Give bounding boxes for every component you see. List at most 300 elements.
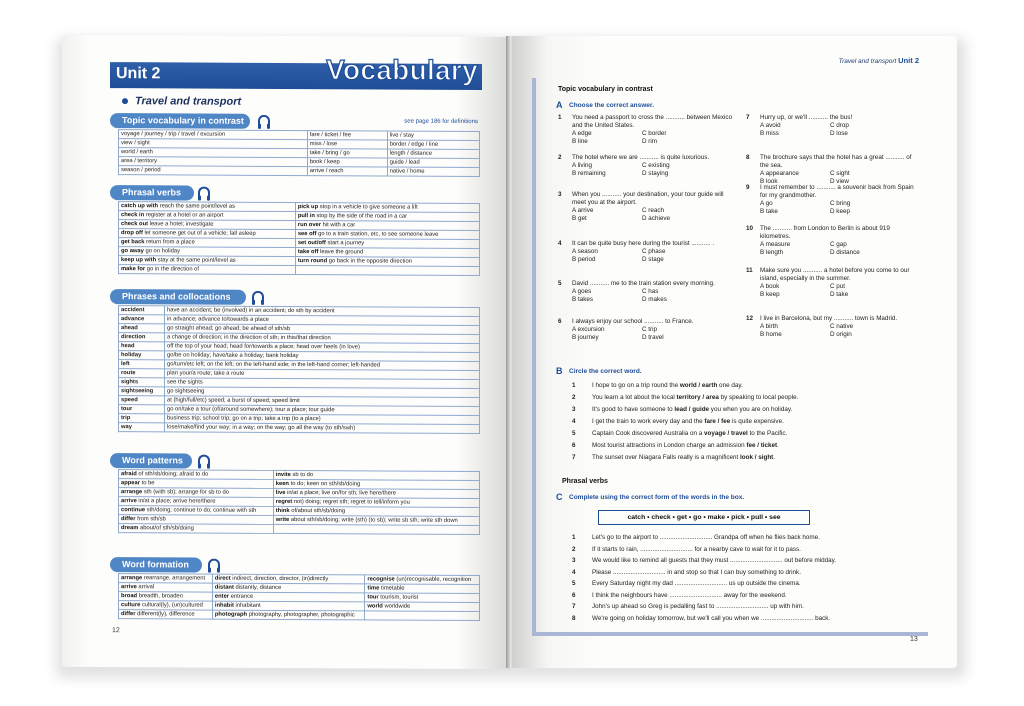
question-number: 9 [746, 184, 750, 191]
keyword: live [275, 489, 286, 496]
answer-option[interactable]: B get [572, 215, 587, 222]
table-cell: culture cultural(ly), (un)cultured [119, 601, 213, 610]
answer-option[interactable]: D keep [830, 208, 850, 215]
question-item [746, 154, 922, 186]
answer-option[interactable]: A goes [572, 288, 592, 295]
question-item [558, 240, 734, 264]
table-cell: distant distantly, distance [212, 583, 365, 593]
answer-options [572, 162, 734, 178]
question-text: The ........... from London to Berlin is about 919 kilometres. [760, 225, 890, 240]
sentence-item: 5 Captain Cook discovered Australia on a voyage / travel to the Pacific. [572, 430, 788, 437]
table-cell: take / bring / go [307, 149, 387, 158]
answer-option[interactable]: B look [760, 178, 778, 185]
keyword: write [275, 516, 290, 524]
keyword: arrive [121, 584, 137, 591]
table-cell: world worldwide [365, 602, 480, 612]
sentence-item: 7 The sunset over Niagara Falls really is a magnificent look / sight. [572, 454, 776, 461]
definition-cell: go sightseeing [165, 387, 480, 398]
answer-option[interactable]: A excursion [572, 326, 605, 333]
definition-cell: go straight ahead; go ahead; be ahead of sth/sb [165, 324, 480, 335]
sentence-item: 2 You learn a lot about the local territory / area by speaking to local people. [572, 394, 799, 401]
table-cell: go away go on holiday [119, 247, 296, 257]
table-cell: regret not) doing; regret sth; regret to tell/inform you [273, 497, 479, 507]
question-number: 7 [746, 114, 750, 121]
table-cell: view / sight [119, 139, 308, 149]
answer-option[interactable]: A arrive [572, 207, 594, 214]
definition-cell: off the top of your head; head for/towards a place; head over heels (in love) [165, 342, 480, 353]
word-choice[interactable]: lead / guide [674, 406, 710, 413]
answer-options [572, 326, 734, 342]
word-choice[interactable]: fee / ticket [746, 442, 778, 449]
sentence-item: 4 I get the train to work every day and the fare / fee is quite expensive. [572, 418, 784, 425]
question-item [746, 114, 922, 138]
keyword: culture [121, 602, 141, 609]
table-cell [273, 524, 479, 534]
keyword: time [367, 585, 380, 592]
table-cell: arrange sth (with sb); arrange for sb to do [119, 488, 274, 498]
table-cell: live in/at a place; live on/for sth; live here/there [273, 488, 479, 498]
question-text: The hotel where we are ........... is quite luxurious. [572, 154, 710, 161]
keyword: enter [214, 593, 230, 600]
table-cell: inhabit inhabitant [212, 601, 365, 611]
table-cell: differ from sth/sb [119, 515, 274, 525]
exercise-a-letter: A [556, 100, 563, 110]
word-choice[interactable]: fare / fee [704, 418, 731, 425]
question-text: When you ........... your destination, your tour guide will meet you at the airport. [572, 191, 724, 206]
answer-options [572, 130, 734, 146]
table-cell: appear to be [119, 479, 274, 489]
page-number-right: 13 [910, 636, 918, 643]
question-text: The brochure says that the hotel has a great ........... of the sea. [760, 154, 912, 169]
topic-vocab-table [118, 129, 480, 177]
keyword: continue [121, 507, 146, 514]
table-cell: guide / lead [387, 158, 479, 167]
keyword-cell: sightseeing [119, 387, 165, 396]
item-number: 6 [572, 591, 576, 599]
item-number: 1 [572, 382, 576, 389]
item-number: 7 [572, 603, 576, 610]
item-number: 3 [572, 557, 576, 564]
item-number: 8 [572, 614, 576, 622]
answer-option[interactable]: A edge [572, 130, 592, 137]
table-cell: see off go to a train station, etc, to see someone leave [295, 230, 479, 240]
item-number: 2 [572, 545, 576, 553]
table-cell: drop off let someone get out of a vehicle; fall asleep [119, 229, 296, 239]
definition-cell: plan your/a route; take a route [165, 369, 480, 380]
answer-option[interactable]: B remaining [572, 170, 606, 177]
keyword: pull in [297, 213, 315, 220]
table-cell: dream about/of sth/sb/doing [119, 524, 274, 534]
phrasal-verbs-title: Phrasal verbs [562, 478, 608, 485]
headphones-icon[interactable] [208, 559, 220, 569]
exercise-b-instruction: Circle the correct word. [569, 368, 642, 375]
answer-option[interactable]: C sight [830, 170, 850, 177]
phrasal-verbs-heading: Phrasal verbs [110, 185, 194, 200]
answer-option[interactable]: C native [830, 323, 854, 330]
keyword-cell: advance [119, 315, 165, 324]
word-choice[interactable]: territory / area [676, 394, 719, 401]
keyword: run over [297, 222, 322, 229]
answer-option[interactable]: A book [760, 283, 780, 290]
bullet-icon [122, 98, 128, 104]
word-choice[interactable]: voyage / travel [704, 430, 748, 437]
table-cell: arrange rearrange, arrangement [119, 574, 213, 583]
table-cell: check in register at a hotel or an airport [119, 211, 296, 221]
answer-options [760, 122, 922, 138]
unit-banner [110, 54, 482, 90]
answer-option[interactable]: C gap [830, 241, 847, 248]
table-cell: arrive / reach [307, 167, 387, 176]
keyword: arrange [121, 489, 143, 496]
item-number: 6 [572, 442, 576, 449]
see-page-note: see page 186 for definitions [404, 118, 478, 126]
topic-heading: Travel and transport [122, 95, 241, 108]
definition-cell: have an accident; be (involved) in an accident; do sth by accident [165, 306, 480, 317]
keyword: go away [121, 248, 144, 255]
answer-option[interactable]: D travel [642, 334, 664, 341]
table-cell: length / distance [387, 149, 479, 158]
table-cell: miss / lose [307, 140, 387, 149]
answer-option[interactable]: C border [642, 130, 667, 137]
answer-options [760, 200, 922, 216]
table-cell: enter entrance [212, 592, 365, 602]
table-cell: pick up stop in a vehicle to give someone a lift [295, 203, 479, 213]
answer-option[interactable]: D lose [830, 130, 848, 137]
keyword: keep up with [121, 257, 157, 264]
page-number-left: 12 [112, 627, 120, 635]
answer-options [760, 283, 922, 299]
answer-option[interactable]: C trip [642, 326, 658, 333]
answer-options [760, 241, 922, 257]
headphones-icon[interactable] [198, 187, 210, 197]
keyword: arrive [121, 498, 137, 505]
word-formation-table [118, 573, 480, 621]
question-item [746, 267, 922, 299]
question-number: 8 [746, 154, 750, 161]
table-cell: season / period [119, 166, 308, 176]
question-text: Make sure you ........... a hotel before you come to our island, especially in the summer. [760, 267, 910, 282]
keyword: arrange [121, 575, 143, 582]
exercise-c-letter: C [556, 492, 563, 502]
keyword: photograph [214, 611, 248, 618]
answer-option[interactable]: D view [830, 178, 849, 185]
table-cell: recognise (un)recognisable, recognition [365, 575, 480, 585]
answer-option[interactable]: D distance [830, 249, 860, 256]
table-cell: native / home [387, 167, 479, 176]
item-number: 5 [572, 580, 576, 587]
question-item [746, 315, 922, 339]
headphones-icon[interactable] [252, 291, 264, 301]
table-cell: fare / ticket / fee [307, 131, 387, 140]
definition-cell: see the sights [165, 378, 480, 389]
keyword: regret [275, 498, 293, 506]
table-cell: turn round go back in the opposite direction [295, 257, 479, 267]
vocabulary-title: Vocabulary [326, 54, 478, 87]
answer-option[interactable]: D rim [642, 138, 658, 145]
answer-option[interactable]: C bring [830, 200, 851, 207]
gap-fill-item[interactable]: 4 Please .............................. in and stop so that I can buy something to drink. [572, 568, 801, 576]
table-cell: run over hit with a car [295, 221, 479, 231]
answer-option[interactable]: C reach [642, 207, 665, 214]
word-patterns-heading: Word patterns [110, 453, 192, 468]
unit-label: Unit 2 [116, 65, 161, 83]
answer-options [572, 288, 734, 304]
section-title: Topic vocabulary in contrast [558, 86, 653, 93]
keyword: make for [121, 266, 146, 273]
answer-option[interactable]: B line [572, 138, 588, 145]
answer-options [572, 248, 734, 264]
definition-cell: go on/take a tour (of/around somewhere); tour a place; tour guide [165, 405, 480, 416]
question-number: 5 [558, 280, 562, 287]
keyword: world [367, 603, 383, 610]
answer-option[interactable]: D stage [642, 256, 664, 263]
keyword: appear [121, 480, 141, 487]
table-cell: border / edge / line [387, 140, 479, 149]
answer-option[interactable]: B takes [572, 296, 593, 303]
headphones-icon[interactable] [258, 115, 270, 125]
table-row [119, 423, 480, 434]
table-cell: set out/off start a journey [295, 239, 479, 249]
table-cell: invite sb to do [273, 470, 479, 480]
question-text: I live in Barcelona, but my ........... town is Madrid. [760, 315, 898, 322]
keyword-cell: accident [119, 306, 165, 315]
table-cell: make for go in the direction of [119, 265, 296, 275]
keyword: tour [367, 594, 379, 601]
table-cell: direct indirect, direction, director, (in)directly [212, 574, 365, 584]
table-cell: broad breadth, broaden [119, 592, 213, 601]
question-number: 11 [746, 267, 753, 274]
table-cell: tour tourism, tourist [365, 593, 480, 603]
keyword: check in [121, 212, 145, 219]
definition-cell: in advance; advance to/towards a place [165, 315, 480, 326]
question-item [558, 114, 734, 146]
answer-option[interactable]: B period [572, 256, 596, 263]
keyword: check out [121, 221, 149, 228]
table-cell: photograph photography, photographer, photographic [212, 610, 365, 620]
table-cell: write about sth/sb/doing; write (sth) (to sb); write sb sth; write sth down [273, 515, 479, 525]
keyword: take off [297, 249, 319, 256]
keyword: distant [214, 584, 234, 591]
gap-fill-item[interactable]: 6 I think the neighbours have .............................. away for the weekend. [572, 591, 787, 599]
table-cell: live / stay [387, 131, 479, 140]
answer-option[interactable]: B journey [572, 334, 599, 341]
table-cell: take off leave the ground [295, 248, 479, 258]
question-item [558, 191, 734, 223]
keyword: drop off [121, 230, 143, 237]
answer-option[interactable]: C drop [830, 122, 849, 129]
keyword: invite [275, 471, 291, 479]
answer-option[interactable]: C has [642, 288, 659, 295]
keyword-cell: holiday [119, 351, 165, 360]
keyword-cell: trip [119, 414, 165, 423]
answer-option[interactable]: A birth [760, 323, 778, 330]
definition-cell: a change of direction; in the direction of sth; in this/that direction [165, 333, 480, 344]
sentence-item: 6 Most tourist attractions in London charge an admission fee / ticket. [572, 442, 779, 449]
gap-fill-item[interactable]: 2 If it starts to rain, .............................. for a nearby cave to wait for it to pass. [572, 545, 801, 553]
gap-fill-item[interactable]: 3 We would like to remind all guests that they must .............................. out before midday. [572, 557, 837, 564]
question-text: David ........... me to the train station every morning. [572, 280, 715, 287]
keyword-cell: way [119, 423, 165, 432]
answer-option[interactable]: B keep [760, 291, 780, 298]
table-cell: afraid of sth/sb/doing; afraid to do [119, 470, 274, 480]
gap-fill-item[interactable]: 8 We're going on holiday tomorrow, but we'll call you when we .............................. back. [572, 614, 831, 622]
keyword: keen [275, 480, 289, 488]
answer-option[interactable]: A avoid [760, 122, 781, 129]
answer-option[interactable]: D staying [642, 170, 669, 177]
word-choice[interactable]: look / sight [740, 454, 774, 461]
answer-option[interactable]: B take [760, 208, 778, 215]
table-cell: world / earth [119, 148, 308, 158]
table-cell: time timetable [365, 584, 480, 594]
table-cell [295, 266, 479, 276]
answer-options [760, 323, 922, 339]
answer-option[interactable]: C put [830, 283, 846, 290]
keyword: get back [121, 239, 145, 246]
exercise-c-instruction: Complete using the correct form of the words in the box. [569, 494, 745, 501]
answer-option[interactable]: A go [760, 200, 773, 207]
keyword-cell: route [119, 369, 165, 378]
phrasal-verbs-table [118, 201, 480, 276]
answer-option[interactable]: D achieve [642, 215, 671, 222]
answer-option[interactable]: B length [760, 249, 784, 256]
keyword-cell: tour [119, 405, 165, 414]
keyword: differ [121, 611, 136, 618]
word-patterns-table [118, 469, 480, 535]
question-text: It can be quite busy here during the tourist ........... . [572, 240, 715, 247]
question-number: 6 [558, 318, 562, 325]
table-cell: arrive in/at a place; arrive here/there [119, 497, 274, 507]
keyword-cell: direction [119, 333, 165, 342]
answer-option[interactable]: C existing [642, 162, 670, 169]
question-item [558, 280, 734, 304]
definition-cell: go/turn/etc left; on the left; on the left-hand side; in the left-hand corner; left-handed [165, 360, 480, 371]
table-cell: book / keep [307, 158, 387, 167]
table-cell: keen to do; keen on sth/sb/doing [273, 479, 479, 489]
item-number: 3 [572, 406, 576, 413]
question-number: 2 [558, 154, 562, 161]
definition-cell: go/be on holiday; have/take a holiday; bank holiday [165, 351, 480, 362]
keyword: recognise [367, 576, 395, 583]
word-box: catch • check • get • go • make • pick • pull • see [598, 510, 810, 525]
keyword: inhabit [214, 602, 234, 609]
question-number: 4 [558, 240, 562, 247]
keyword: catch up with [121, 203, 159, 210]
definition-cell: business trip; school trip; go on a trip; take a trip (to a place) [165, 414, 480, 425]
answer-option[interactable]: B home [760, 331, 782, 338]
answer-option[interactable]: A measure [760, 241, 791, 248]
item-number: 1 [572, 534, 576, 541]
question-item [558, 318, 734, 342]
keyword: broad [121, 593, 138, 600]
question-item [558, 154, 734, 178]
gap-fill-item[interactable]: 5 Every Saturday night my dad .............................. us up outside the cinema. [572, 580, 801, 587]
keyword: turn round [297, 258, 328, 265]
table-cell: check out leave a hotel; investigate [119, 220, 296, 230]
running-header: Travel and transport Unit 2 [838, 56, 919, 65]
table-cell: keep up with stay at the same point/level as [119, 256, 296, 266]
definition-cell: at (high/full/etc) speed; a burst of speed; speed limit [165, 396, 480, 407]
question-number: 1 [558, 114, 562, 121]
phrases-heading: Phrases and collocations [110, 289, 246, 305]
table-cell: arrive arrival [119, 583, 213, 592]
question-text: You need a passport to cross the ........... between Mexico and the United States. [572, 114, 733, 129]
question-item [746, 184, 922, 216]
table-row [119, 524, 480, 535]
question-text: Hurry up, or we'll ........... the bus! [760, 114, 853, 121]
answer-option[interactable]: D origin [830, 331, 852, 338]
question-number: 3 [558, 191, 562, 198]
item-number: 5 [572, 430, 576, 437]
question-item [746, 225, 922, 257]
headphones-icon[interactable] [198, 455, 210, 465]
gap-fill-item[interactable]: 7 John's up ahead so Greg is pedalling fast to .............................. up with him. [572, 603, 804, 610]
answer-option[interactable]: A appearance [760, 170, 799, 177]
keyword-cell: left [119, 360, 165, 369]
table-cell: get back return from a place [119, 238, 296, 248]
left-page [62, 35, 510, 669]
phrases-table [118, 305, 480, 434]
question-text: I must remember to ........... a souvenir back from Spain for my grandmother. [760, 184, 914, 199]
keyword: see off [297, 231, 317, 238]
keyword: set out/off [297, 240, 326, 247]
word-choice[interactable]: world / earth [679, 382, 718, 389]
exercise-b-letter: B [556, 366, 563, 376]
gap-fill-item[interactable]: 1 Let's go to the airport to .............................. Grandpa off when he flies back home. [572, 534, 820, 541]
sentence-item: 3 It's good to have someone to lead / guide you when you are on holiday. [572, 406, 793, 413]
keyword: think [275, 507, 290, 515]
keyword: direct [214, 575, 231, 582]
keyword-cell: head [119, 342, 165, 351]
table-cell [365, 611, 480, 621]
answer-option[interactable]: A season [572, 248, 598, 255]
table-cell: area / territory [119, 157, 308, 167]
table-cell: catch up with reach the same point/level as [119, 202, 296, 212]
right-page [512, 36, 957, 668]
keyword-cell: speed [119, 396, 165, 405]
question-number: 12 [746, 315, 754, 322]
word-formation-heading: Word formation [110, 557, 202, 572]
table-row [119, 166, 480, 177]
table-row [119, 610, 480, 621]
question-number: 10 [746, 225, 754, 232]
item-number: 7 [572, 454, 576, 461]
keyword-cell: ahead [119, 324, 165, 333]
table-row [119, 265, 480, 276]
item-number: 2 [572, 394, 576, 401]
sentence-item: 1 I hope to go on a trip round the world / earth one day. [572, 382, 743, 389]
table-cell: voyage / journey / trip / travel / excursion [119, 130, 308, 140]
item-number: 4 [572, 568, 576, 576]
answer-options [572, 207, 734, 223]
answer-option[interactable]: D makes [642, 296, 667, 303]
table-cell: pull in stop by the side of the road in a car [295, 212, 479, 222]
keyword-cell: sights [119, 378, 165, 387]
answer-option[interactable]: A living [572, 162, 592, 169]
item-number: 4 [572, 418, 576, 425]
keyword: differ [121, 516, 136, 523]
keyword: pick up [297, 204, 319, 211]
answer-option[interactable]: B miss [760, 130, 779, 137]
table-cell: continue sth/doing; continue to do; continue with sth [119, 506, 274, 516]
keyword: afraid [121, 471, 137, 478]
definition-cell: lose/make/find your way; in a way; on the way; go all the way (to sth/swh) [165, 423, 480, 434]
keyword: dream [121, 525, 139, 532]
topic-vocab-heading: Topic vocabulary in contrast [110, 113, 250, 129]
table-cell: differ different(ly), difference [119, 610, 213, 619]
table-cell: think of/about sth/sb/doing [273, 506, 479, 516]
answer-option[interactable]: C phase [642, 248, 666, 255]
answer-option[interactable]: D take [830, 291, 849, 298]
